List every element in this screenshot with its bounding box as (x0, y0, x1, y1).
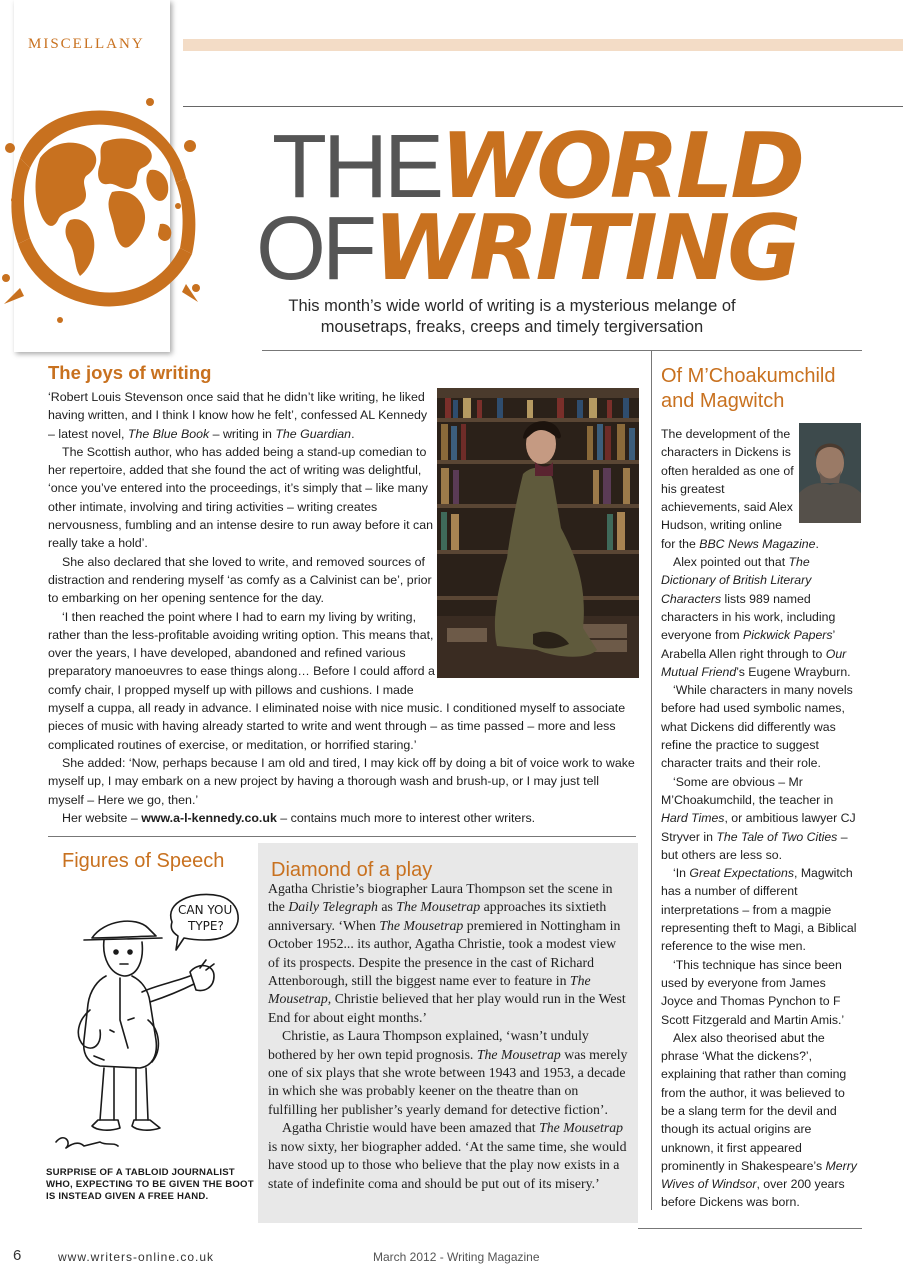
joys-heading: The joys of writing (48, 362, 212, 383)
joys-body: ‘Robert Louis Stevenson once said that he didn’t like writing, he liked having written, and I think I know how he felt’, confessed AL Kennedy – latest novel, The Blue Book – writing in The Guardian. The Scottish author, who has added being a stand-up comedian to her repertoire, added that she found the act of writing was delightful, ‘once you’ve entered into the proceedings, it’s simply that – like many other intimate, involving and tiring activities – writing creates nervousness, fumbling and an intense desire to run away before it can really take a hold’. She also declared that she loved to write, and removed sources of distraction and rendering myself ‘as comfy as a Calvinist can be’, prior to embarking on her opening sentence for the day. ‘I then reached the point where I had to earn my living by writing, rather than the less-profitable avoiding writing option. This means that, over the years, I have developed, abandoned and refined various preparatory manoeuvres to ease things along… Before I could afford a comfy chair, I propped myself up with pillows and cushions. I made myself a cuppa, all ready in advance. I eliminated noise with nice music. I conditioned myself to associate pieces of music with having already started to write and went through – as time passed – more and less complicated routines of exercise, or meditation, or horrified staring.’ She added: ‘Now, perhaps because I am old and tired, I may kick off by doing a bit of voice work to wake myself up, I may embark on a new project by having a thorough wash and brush-up, or I may just tell myself – Here we go, then.’ Her website – www.a-l-kennedy.co.uk – contains much more to interest other writers. (48, 390, 635, 825)
magwitch-actor-photo (799, 423, 861, 523)
diamond-heading: Diamond of a play (271, 859, 433, 881)
title-word-the: THE (272, 117, 440, 217)
page-subtitle: This month’s wide world of writing is a mysterious melange of mousetraps, freaks, creeps and timely tergiversation (288, 297, 736, 336)
dickens-body: The development of the characters in Dickens is often heralded as one of his greatest achievements, said Alex Hudson, writing online for the BBC News Magazine. Alex pointed out that The Dictionary of British Literary Characters lists 989 named characters in his work, including everyone from Pickwick Papers’ Arabella Allen right through to Our Mutual Friend’s Eugene Wrayburn. ‘While characters in many novels before had used symbolic names, what Dickens did differently was refine the practice to suggest character traits and their role. ‘Some are obvious – Mr M’Choakumchild, the teacher in Hard Times, or ambitious lawyer CJ Stryver in The Tale of Two Cities – but others are less so. ‘In Great Expectations, Magwitch has a number of different interpretations – from a magpie representing theft to Magi, a Biblical reference to the wise men. ‘This technique has since been used by everyone from James Joyce and Thomas Pynchon to F Scott Fitzgerald and Martin Amis.’ Alex also theorised abut the phrase ‘What the dickens?’, explaining that rather than coming from the author, it was believed to be a slang term for the devil and though its actual origins are unknown, it first appeared prominently in Shakespeare’s Merry Wives of Windsor, over 200 years before Dickens was born. (661, 425, 861, 1212)
title-word-writing: WRITING (372, 196, 799, 301)
journalist-cartoon (44, 880, 254, 1165)
title-word-of: OF (256, 199, 373, 299)
column-end-rule (638, 1228, 862, 1229)
cartoon-caption: SURPRISE OF A TABLOID JOURNALIST WHO, EXPECTING TO BE GIVEN THE BOOT IS INSTEAD GIVEN A FREE HAND. (46, 1167, 254, 1202)
column-divider (651, 350, 652, 1210)
subtitle-rule (262, 350, 862, 351)
header-band (183, 39, 903, 51)
diamond-body: Agatha Christie’s biographer Laura Thompson set the scene in the Daily Telegraph as The Mousetrap approaches its sixtieth anniversary. ‘When The Mousetrap premiered in Nottingham in October 1952... its author, Agatha Christie, took a modest view of its prospects. Despite the presence in the cast of Richard Attenborough, still the biggest name ever to feature in The Mousetrap, Christie believed that her play would run in the West End for about eight months.’ Christie, as Laura Thompson explained, ‘wasn’t unduly bothered by her own tepid prognosis. The Mousetrap was merely one of six plays that she wrote between 1943 and 1953, a decade in which she was probably keener on the theatre than on fulfilling her publisher’s yearly demand for detective fiction’. Agatha Christie would have been amazed that The Mousetrap is now sixty, her biographer added. ‘At the same time, she would have stood up to those who believe that the play now exists in a state of indefinite coma and should be put out of its misery.’ (268, 881, 628, 1191)
speech-bubble-line1: CAN YOU (178, 903, 233, 917)
speech-bubble-line2: TYPE? (188, 919, 224, 933)
header-rule (183, 106, 903, 107)
dickens-heading: Of M’Choakumchild and Magwitch (661, 365, 836, 412)
title-word-world: WORLD (440, 114, 803, 219)
page-title-line2 (256, 196, 799, 301)
footer-issue: March 2012 - Writing Magazine (373, 1250, 540, 1264)
section-divider (48, 836, 636, 837)
footer-website-link[interactable]: www.writers-online.co.uk (58, 1250, 215, 1264)
ink-splat-globe-icon (0, 88, 200, 328)
figures-heading: Figures of Speech (62, 850, 225, 872)
section-label: MISCELLANY (28, 36, 145, 52)
page-number: 6 (13, 1247, 22, 1264)
author-website-link[interactable]: www.a-l-kennedy.co.uk (141, 810, 277, 825)
